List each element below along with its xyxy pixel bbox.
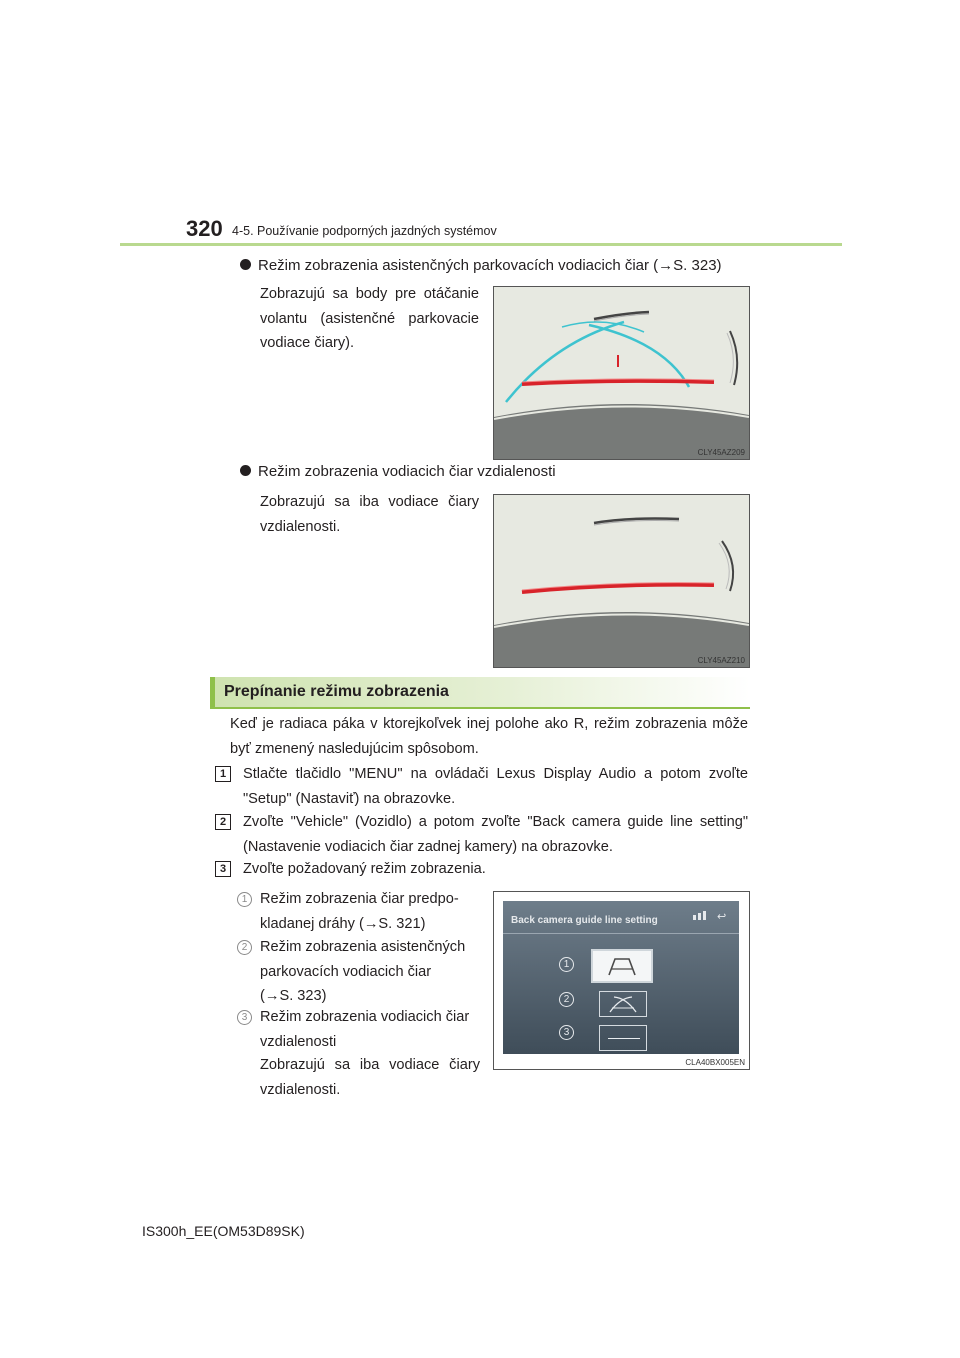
settings-screen-figure <box>493 891 750 1070</box>
screen-option-2 <box>599 991 647 1017</box>
header-rule <box>120 243 842 246</box>
back-icon: ↩ <box>717 911 727 923</box>
bullet-item-distance-mode <box>240 463 556 480</box>
option-1-line2: kladanej dráhy (→S. 321) <box>260 915 426 932</box>
camera-figure-assist-lines <box>493 286 750 460</box>
step-text-3: Zvoľte požadovaný režim zobrazenia. <box>243 861 486 877</box>
bullet-title: Režim zobrazenia vodiacich čiar vzdialenosti <box>258 463 556 480</box>
step-number-1: 1 <box>215 766 231 782</box>
option-1-line1: Režim zobrazenia čiar predpo- <box>260 891 459 907</box>
screen-marker-3: 3 <box>559 1025 574 1040</box>
step-text-2: Zvoľte "Vehicle" (Vozidlo) a potom zvoľte "Back camera guide line setting" (Nastavenie vodiacich čiar zadnej kamery) na obrazovke. <box>243 814 748 855</box>
option-2 <box>260 935 480 1009</box>
screen-title: Back camera guide line setting <box>511 915 658 926</box>
bullet-icon <box>240 259 251 270</box>
subsection-intro: Keď je radiaca páka v ktorejkoľvek inej polohe ako R, režim zobrazenia môže byť zmenený nasledujúcim spôsobom. <box>230 716 748 757</box>
subsection-title: Prepínanie režimu zobrazenia <box>224 683 449 700</box>
bullet-description: Zobrazujú sa iba vodiace čiary vzdialenosti. <box>260 494 479 535</box>
bullet-title: Režim zobrazenia asistenčných parkovacích vodiacich čiar (→S. 323) <box>258 257 722 274</box>
option-marker-1: 1 <box>237 892 252 907</box>
option-2-line3: (→S. 323) <box>260 988 327 1004</box>
step-text-1: Stlačte tlačidlo "MENU" na ovládači Lexus Display Audio a potom zvoľte "Setup" (Nastaviť) na obrazovke. <box>243 766 748 807</box>
section-title: 4-5. Používanie podporných jazdných systémov <box>232 224 497 238</box>
camera-figure-distance-lines <box>493 494 750 668</box>
option-2-line1: Režim zobrazenia asistenčných <box>260 939 466 955</box>
figure-code: CLA40BX005EN <box>685 1058 745 1067</box>
step-number-2: 2 <box>215 814 231 830</box>
bullet-description: Zobrazujú sa body pre otáčanie volantu (asistenčné parkovacie vodiace čiary). <box>260 286 479 351</box>
option-1 <box>260 887 480 936</box>
option-3-line2: vzdialenosti <box>260 1033 337 1050</box>
screen-marker-2: 2 <box>559 992 574 1007</box>
footer-code: IS300h_EE(OM53D89SK) <box>142 1223 305 1239</box>
screen-option-1 <box>591 949 653 983</box>
option-marker-2: 2 <box>237 940 252 955</box>
option-3 <box>260 1005 480 1054</box>
screen-marker-1: 1 <box>559 957 574 972</box>
option-marker-3: 3 <box>237 1010 252 1025</box>
figure-code: CLY45AZ210 <box>697 656 745 665</box>
bullet-icon <box>240 465 251 476</box>
screen-option-3 <box>599 1025 647 1051</box>
option-2-line2: parkovacích vodiacich čiar <box>260 963 432 980</box>
subsection-rule <box>210 707 750 709</box>
screen-display <box>503 901 739 1054</box>
step-number-3: 3 <box>215 861 231 877</box>
page-number: 320 <box>186 216 223 241</box>
option-3-line1: Režim zobrazenia vodiacich čiar <box>260 1009 470 1025</box>
bullet-item-assist-mode <box>240 257 722 274</box>
figure-code: CLY45AZ209 <box>697 448 745 457</box>
signal-icon <box>693 915 696 920</box>
option-3-note: Zobrazujú sa iba vodiace čiary vzdialenosti. <box>260 1057 480 1098</box>
